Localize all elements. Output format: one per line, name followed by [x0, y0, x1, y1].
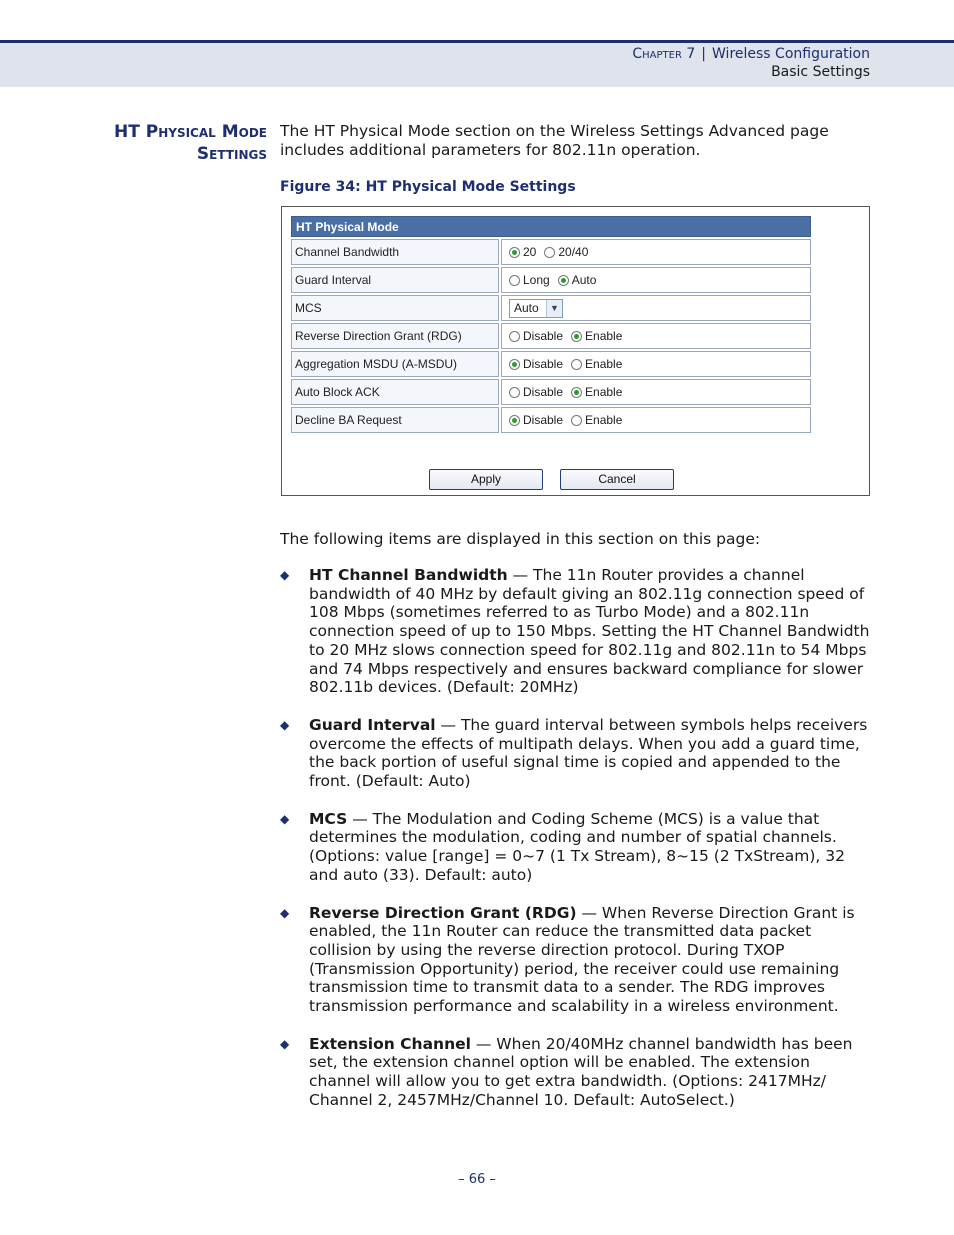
bullet-term: MCS	[309, 809, 348, 828]
setting-value	[501, 323, 811, 349]
intro-paragraph: The HT Physical Mode section on the Wireless Settings Advanced page includes additional parameters for 802.11n operation.	[280, 122, 829, 159]
radio-unchecked-icon[interactable]	[571, 415, 582, 426]
setting-label: Reverse Direction Grant (RDG)	[291, 323, 499, 349]
select-value: Auto	[514, 301, 539, 315]
radio-option[interactable]	[509, 385, 563, 399]
bullet-item	[280, 716, 870, 791]
bullet-term: Guard Interval	[309, 715, 436, 734]
radio-checked-icon[interactable]	[571, 331, 582, 342]
figure-screenshot	[281, 206, 870, 496]
radio-label: Disable	[523, 385, 564, 399]
setting-label: Decline BA Request	[291, 407, 499, 433]
radio-label: Enable	[585, 385, 623, 399]
radio-label: Disable	[523, 413, 564, 427]
diamond-bullet-icon: ◆	[280, 905, 290, 920]
setting-value	[501, 351, 811, 377]
settings-row	[291, 379, 811, 405]
radio-option[interactable]	[509, 329, 563, 343]
radio-unchecked-icon[interactable]	[509, 275, 520, 286]
setting-label: Auto Block ACK	[291, 379, 499, 405]
setting-label: Guard Interval	[291, 267, 499, 293]
radio-option[interactable]	[571, 413, 622, 427]
radio-label: Enable	[585, 329, 623, 343]
radio-label: Long	[523, 273, 550, 287]
bullet-term: HT Channel Bandwidth	[309, 566, 508, 584]
radio-option[interactable]	[509, 413, 563, 427]
table-title: HT Physical Mode	[291, 216, 811, 237]
radio-label: Disable	[523, 357, 564, 371]
bullet-term: Reverse Direction Grant (RDG)	[309, 903, 577, 922]
radio-label: Auto	[571, 273, 597, 287]
radio-option[interactable]	[544, 245, 588, 259]
radio-option[interactable]	[558, 273, 597, 287]
section-heading: HT Physical Mode Settings	[114, 122, 267, 164]
radio-checked-icon[interactable]	[571, 387, 582, 398]
settings-row	[291, 323, 811, 349]
settings-row	[291, 351, 811, 377]
radio-option[interactable]	[571, 329, 622, 343]
bullet-text: — The Modulation and Coding Scheme (MCS) is a value that determines the modulation, coding and number of spatial channels. (Options: value [range] = 0~7 (1 Tx Stream), 8~15 (2 TxStream), 32 and auto (33). Default: auto)	[309, 809, 845, 884]
setting-value	[501, 379, 811, 405]
radio-option[interactable]	[571, 385, 622, 399]
subsection-title: Basic Settings	[771, 64, 870, 80]
chevron-down-icon[interactable]: ▼	[546, 300, 562, 317]
bullet-item	[280, 566, 870, 697]
radio-label: Enable	[585, 413, 623, 427]
radio-option[interactable]	[509, 245, 536, 259]
diamond-bullet-icon: ◆	[280, 1036, 290, 1051]
radio-unchecked-icon[interactable]	[509, 331, 520, 342]
radio-checked-icon[interactable]	[509, 415, 520, 426]
lead-paragraph: The following items are displayed in this section on this page:	[280, 530, 761, 548]
bullet-item	[280, 904, 870, 1016]
cancel-button[interactable]: Cancel	[560, 469, 674, 490]
radio-label: Enable	[585, 357, 623, 371]
apply-button[interactable]: Apply	[429, 469, 543, 490]
settings-row	[291, 267, 811, 293]
bullet-text: — The guard interval between symbols helps receivers overcome the effects of multipath delays. When you add a guard time, the back portion of useful signal time is copied and appended to the front. (Default: Auto)	[309, 715, 868, 791]
header-separator: |	[701, 46, 707, 62]
diamond-bullet-icon: ◆	[280, 717, 290, 732]
ht-physical-mode-table	[291, 216, 811, 433]
section-title: Wireless Configuration	[712, 46, 870, 62]
radio-option[interactable]	[509, 357, 563, 371]
diamond-bullet-icon: ◆	[280, 811, 290, 826]
figure-caption: Figure 34: HT Physical Mode Settings	[280, 179, 576, 195]
bullet-text: — The 11n Router provides a channel bandwidth of 40 MHz by default giving an 802.11g connection speed of 108 Mbps (sometimes referred to as Turbo Mode) and a 802.11n connection speed of up to 150 Mbps. Setting the HT Channel Bandwidth to 20 MHz slows connection speed for 802.11g and 802.11n to 54 Mbps and 74 Mbps respectively and ensures backward compliance for slower 802.11b devices. (Default: 20MHz)	[309, 566, 870, 697]
settings-row	[291, 407, 811, 433]
chapter-label: Chapter 7	[632, 46, 696, 62]
page-number: – 66 –	[458, 1172, 496, 1187]
radio-checked-icon[interactable]	[509, 247, 520, 258]
setting-value	[501, 295, 811, 321]
setting-label: Channel Bandwidth	[291, 239, 499, 265]
bullet-item	[280, 1035, 870, 1110]
setting-value	[501, 267, 811, 293]
diamond-bullet-icon: ◆	[280, 568, 290, 582]
settings-row	[291, 295, 811, 321]
running-header	[632, 45, 870, 81]
bullet-item	[280, 810, 870, 885]
setting-label: MCS	[291, 295, 499, 321]
mcs-select[interactable]	[509, 299, 563, 318]
radio-label: 20	[523, 245, 537, 259]
radio-option[interactable]	[571, 357, 622, 371]
bullet-list	[280, 566, 870, 1129]
radio-label: 20/40	[558, 245, 589, 259]
radio-option[interactable]	[509, 273, 550, 287]
radio-label: Disable	[523, 329, 564, 343]
bullet-term: Extension Channel	[309, 1034, 471, 1053]
radio-unchecked-icon[interactable]	[509, 387, 520, 398]
setting-value	[501, 239, 811, 265]
bullet-text: — When 20/40MHz channel bandwidth has been set, the extension channel option will be enabled. The extension channel will allow you to get extra bandwidth. (Options: 2417MHz/ Channel 2, 2457MHz/Channel 10. Default: AutoSelect.)	[309, 1034, 853, 1109]
settings-row	[291, 239, 811, 265]
radio-checked-icon[interactable]	[509, 359, 520, 370]
bullet-text: — When Reverse Direction Grant is enabled, the 11n Router can reduce the transmitted data packet collision by using the reverse direction protocol. During TXOP (Transmission Opportunity) period, the receiver could use remaining transmission time to transmit data to a sender. The RDG improves transmission performance and scalability in a wireless environment.	[309, 903, 855, 1016]
setting-value	[501, 407, 811, 433]
radio-unchecked-icon[interactable]	[571, 359, 582, 370]
radio-checked-icon[interactable]	[558, 275, 569, 286]
radio-unchecked-icon[interactable]	[544, 247, 555, 258]
setting-label: Aggregation MSDU (A-MSDU)	[291, 351, 499, 377]
